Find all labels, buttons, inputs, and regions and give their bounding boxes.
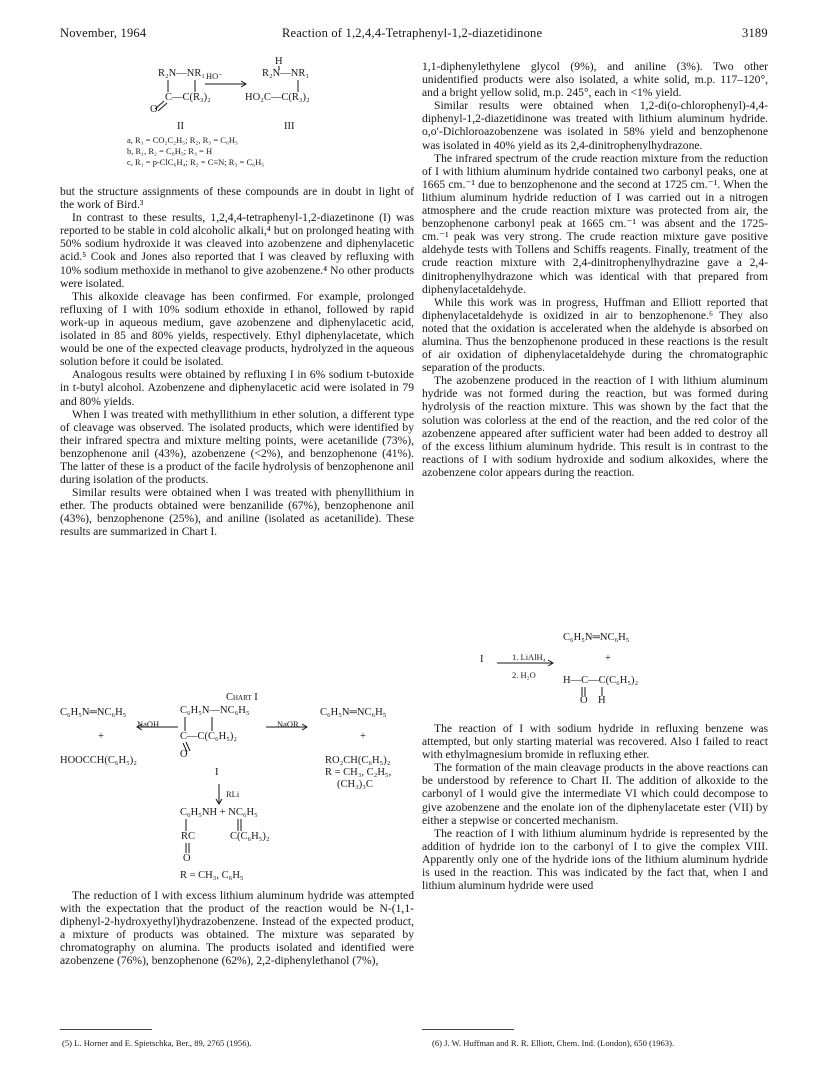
chart-products-cc: C(C₆H₅)₂ [230, 831, 270, 842]
chart-left-acid: HOOCCH(C₆H₅)₂ [60, 755, 137, 766]
chart-products-top: C₆H₅NH + NC₆H₅ [180, 807, 258, 818]
page-number: 3189 [742, 26, 768, 40]
lah-step-2: 2. H₂O [512, 670, 536, 680]
paragraph: The formation of the main cleavage products in the above reactions can be understood by reference to Chart II. The addition of alkoxide to the carbonyl of I would give the intermediate VI which could decompose to give azobenzene and the enolate ion of the diphenylacetate ester (VII) by either a stepwise or concerted mechanism. [422, 761, 768, 827]
substituent-def-a: a, R₁ = CO₂C₂H₅; R₂, R₃ = C₆H₅ [127, 135, 238, 145]
lah-product-oxygen: O [580, 695, 588, 706]
paragraph: The infrared spectrum of the crude reaction mixture from the reduction of I with lithium aluminum hydride contained two carbonyl peaks, one at 1665 cm.⁻¹ due to benzophenone and the second at 1725 cm.⁻¹. When the lithium aluminum hydride reduction of I was carried out in a nitrogen atmosphere and the crude reaction mixture was protected from air, the benzophenone carbonyl peak at 1665 cm.⁻¹ was absent and the 1725-cm.⁻¹ peak was very strong. The crude reaction mixture gave positive aldehyde tests with Tollens and Schiffs reagents. Finally, treatment of the crude reaction mixture with 2,4-dinitrophenylhydrazine gave a 2,4-dinitrophenylhydrazone which was identical with that prepared from diphenylacetaldehyde. [422, 151, 768, 296]
chart-rli-label: RLi [226, 789, 240, 799]
chart-right-r-def2: (CH₃)₃C [337, 779, 373, 790]
scheme-left-nn: R₂N—NR₁ [158, 68, 205, 79]
chart-center-ring: C—C(C₆H₅)₂ [180, 731, 238, 742]
lah-product-azobenzene: C₆H₅N═NC₆H₅ [563, 632, 630, 643]
paragraph: Analogous results were obtained by refluxing I in 6% sodium t-butoxide in t-butyl alcohol. Azobenzene and diphenylacetic acid were isolated in 79 and 80% yields. [60, 368, 414, 408]
chart-nor-label: NaOR [277, 719, 299, 729]
substituent-def-c: c, R₁ = p-ClC₆H₄; R₂ = C≡N; R₃ = C₆H₅ [127, 157, 265, 167]
chart-right-plus: + [360, 731, 366, 742]
chart-right-azobenzene: C₆H₅N═NC₆H₅ [320, 707, 387, 718]
scheme-h-atom: H [275, 56, 283, 67]
chart-i-title: Chart I [226, 692, 258, 703]
paragraph: When I was treated with methyllithium in ether solution, a different type of cleavage was observed. The isolated products, which were identified by their infrared spectra and mixture melting points, were acetanilide (73%), benzophenone anil (43%), azobenzene (<2%), and benzophenone (41%). The latter of these is a product of the facile hydrolysis of benzophenone anil during isolation of the products. [60, 407, 414, 487]
paragraph: In contrast to these results, 1,2,4,4-tetraphenyl-1,2-diazetinone (I) was reported to be stable in cold alcoholic alkali,⁴ but on prolonged heating with 50% sodium hydroxide it was cleaved into azobenzene and diphenylacetic acid.⁵ Cook and Jones also reported that I was cleaved by refluxing with 10% sodium methoxide in methanol to give azobenzene.⁴ No other products were isolated. [60, 211, 414, 290]
chart-left-plus: + [98, 731, 104, 742]
footnote-rule-right [422, 1029, 514, 1030]
paragraph: The azobenzene produced in the reaction of I with lithium aluminum hydride was not formed during the reaction, but was formed during hydrolysis of the reaction mixture. This was shown by the fact that the solution was colorless at the end of the reaction, and the red color of the azobenzene appeared after sufficient water had been added to destroy all of the excess lithium aluminum hydride. This result is in contrast to the reactions of I with sodium hydroxide and sodium alkoxides, where the azobenzene color appears during the reaction. [422, 374, 768, 479]
scheme-arrow-label: HO⁻ [206, 71, 223, 81]
scheme-left-oxygen: O [150, 104, 158, 115]
column-right-lower [422, 722, 768, 892]
chart-left-azobenzene: C₆H₅N═NC₆H₅ [60, 707, 127, 718]
chart-center-nn: C₆H₅N—NC₆H₅ [180, 705, 250, 716]
footnote-5: (5) L. Horner and E. Spietschka, Ber., 89, 2765 (1956). [62, 1038, 252, 1048]
chart-right-r-def1: R = CH₃, C₂H₅, [325, 767, 392, 778]
paragraph: The reduction of I with excess lithium aluminum hydride was attempted with the expectation that the product of the reaction would be N-(1,1-diphenyl-2-hydroxyethyl)hydrazobenzene. Instead of the expected product, a mixture of products was obtained. The mixture was separated by chromatography on alumina. The products isolated and identified were azobenzene (76%), benzophenone (62%), 2,2-diphenylethanol (7%), [60, 889, 414, 968]
running-header-date: November, 1964 [60, 26, 147, 40]
paragraph: The reaction of I with lithium aluminum hydride is represented by the addition of hydride ion to the carbonyl of I to give the complex VIII. Apparently only one of the hydride ions of the lithium aluminum hydride is used in the reaction. This was indicated by the fact that, when I and lithium aluminum hydride were used [422, 826, 768, 893]
label-compound-ii: II [177, 121, 184, 132]
substituent-def-b: b, R₁, R₂ = C₆H₅; R₃ = H [127, 146, 213, 156]
paragraph: The reaction of I with sodium hydride in refluxing benzene was attempted, but only starting material was recovered. Also I failed to react with ethylmagnesium bromide in refluxing ether. [422, 722, 768, 762]
chart-center-oxygen: O [180, 749, 188, 760]
paragraph: This alkoxide cleavage has been confirmed. For example, prolonged refluxing of I with 10% sodium ethoxide in ethanol, followed by rapid work-up in aqueous medium, gave azobenzene and diphenylacetic acid, isolated in 85 and 80% yields, respectively. Ethyl diphenylacetate, which would be one of the expected cleavage products, hydrolyzed in the aqueous solution before it could be isolated. [60, 289, 414, 369]
paragraph: but the structure assignments of these compounds are in doubt in light of the work of Bird.³ [60, 185, 414, 212]
lah-product-aldehyde: H—C—C(C₆H₅)₂ [563, 675, 639, 686]
scheme-right-acid: HO₂C—C(R₃)₂ [245, 92, 310, 103]
paragraph: While this work was in progress, Huffman and Elliott reported that diphenylacetaldehyde is oxidized in air to benzophenone.⁶ They also noted that the oxidation is accelerated when the aldehyde is absorbed on alumina. Thus the benzophenone produced in these reactions is the result of air oxidation of diphenylacetaldehyde during the chromatographic separation of the products. [422, 295, 768, 375]
lah-reactant-i: I [480, 654, 484, 665]
lah-product-plus: + [605, 653, 611, 664]
paragraph: Similar results were obtained when I was treated with phenyllithium in ether. The products obtained were benzanilide (67%), benzophenone anil (43%), benzophenone (25%), and aniline (isolated as acetanilide). These results are summarized in Chart I. [60, 486, 414, 539]
lah-product-hydrogen: H [598, 695, 606, 706]
chart-compound-i-label: I [215, 767, 219, 778]
footnote-6: (6) J. W. Huffman and R. R. Elliott, Chem. Ind. (London), 650 (1963). [432, 1038, 675, 1048]
chart-products-rc: RC [181, 831, 196, 842]
paragraph: Similar results were obtained when 1,2-di(o-chlorophenyl)-4,4-diphenyl-1,2-diazetidinone was treated with lithium aluminum hydride. o,o′-Dichloroazobenzene was isolated in 58% yield and benzophenone was isolated in 40% yield as its 2,4-dinitrophenylhydrazone. [422, 99, 768, 152]
chart-right-ester: RO₂CH(C₆H₅)₂ [325, 755, 391, 766]
running-header-title: Reaction of 1,2,4,4-Tetraphenyl-1,2-diazetidinone [282, 26, 543, 40]
chart-products-r-def: R = CH₃, C₆H₅ [180, 870, 244, 881]
paragraph: 1,1-diphenylethylene glycol (9%), and aniline (3%). Two other unidentified products were also isolated, a white solid, m.p. 117–120°, and a bright yellow solid, m.p. 245°, each in <1% yield. [422, 60, 768, 100]
label-compound-iii: III [284, 121, 295, 132]
chart-products-oxygen: O [183, 853, 191, 864]
scheme-right-nn: R₂N—NR₁ [262, 68, 309, 79]
chart-naoh-label: NaOH [137, 719, 160, 729]
scheme-left-ring: C—C(R₃)₂ [165, 92, 211, 103]
lah-step-1: 1. LiAlH₄ [512, 652, 546, 662]
footnote-rule-left [60, 1029, 152, 1030]
